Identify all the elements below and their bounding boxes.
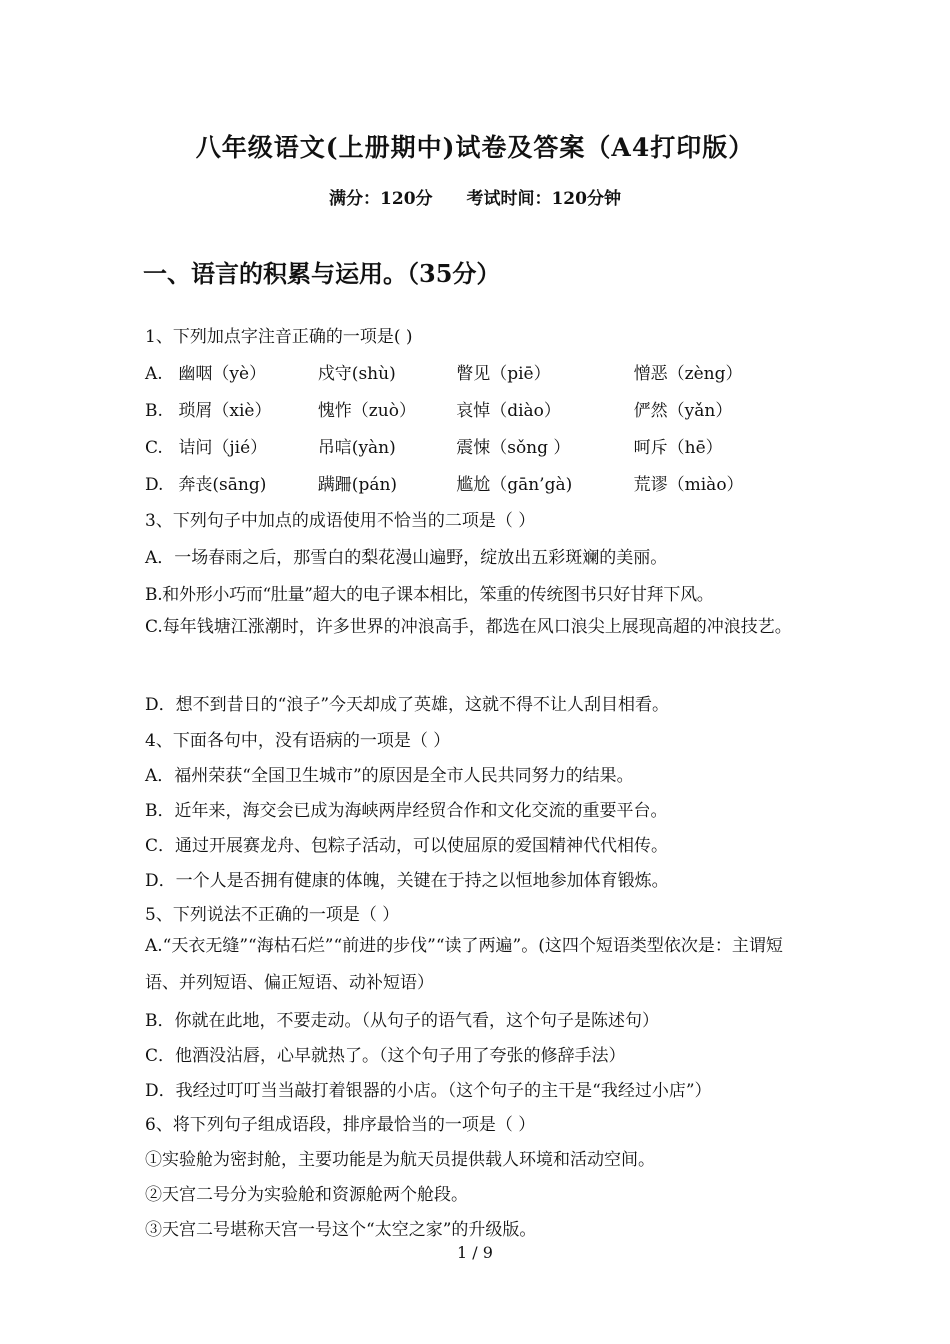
q5-stem: 5、下列说法不正确的一项是（ ） [145,905,400,925]
score-info: 满分：120分 [329,189,433,209]
q1-b-item-2: 愧怍（zuò） [317,401,416,421]
page-number: 1 / 9 [457,1243,493,1262]
q1-stem: 1、下列加点字注音正确的一项是( ) [145,327,413,347]
q1-option-b [145,396,732,421]
q1-d-item-3: 尴尬（gān’gà) [456,475,573,495]
q1-option-d [145,470,744,495]
q1-c-item-2: 吊唁(yàn) [317,438,396,458]
q1-a-item-1: 幽咽（yè） [178,364,267,384]
option-label: A. [145,364,163,384]
option-label: C. [145,438,163,458]
q1-a-item-4: 憎恶（zèng） [633,364,743,384]
q1-c-item-3: 震悚（sǒng ） [456,438,571,458]
q4-option-b: B．近年来，海交会已成为海峡两岸经贸合作和文化交流的重要平台。 [145,801,668,821]
q1-b-item-1: 琐屑（xiè） [178,401,272,421]
q5-option-a: A.“天衣无缝”“海枯石烂”“前进的步伐”“读了两遍”。(这四个短语类型依次是：主谓短语、并列短语、偏正短语、动补短语） [145,936,783,993]
q1-c-item-1: 诘问（jié） [178,438,268,458]
section-heading: 一、语言的积累与运用。（35分） [143,259,501,288]
q4-option-d: D．一个人是否拥有健康的体魄，关键在于持之以恒地参加体育锻炼。 [145,871,669,891]
q1-a-item-3: 瞥见（piē） [456,364,551,384]
q4-option-c: C．通过开展赛龙舟、包粽子活动，可以使屈原的爱国精神代代相传。 [145,836,669,856]
q6-sentence-2: ②天宫二号分为实验舱和资源舱两个舱段。 [145,1185,468,1205]
q1-option-c [145,433,723,458]
page-title: 八年级语文(上册期中)试卷及答案（A4打印版） [195,133,755,162]
q5-option-d: D．我经过叮叮当当敲打着银器的小店。（这个句子的主干是“我经过小店”） [145,1081,712,1101]
q3-option-d: D．想不到昔日的“浪子”今天却成了英雄，这就不得不让人刮目相看。 [145,695,670,715]
q3-stem: 3、下列句子中加点的成语使用不恰当的二项是（ ） [145,511,536,531]
option-label: B. [145,401,163,421]
q5-option-b: B．你就在此地，不要走动。（从句子的语气看，这个句子是陈述句） [145,1011,659,1031]
exam-info [0,184,950,209]
q1-b-item-4: 俨然（yǎn） [633,401,733,421]
q3-option-a: A．一场春雨之后，那雪白的梨花漫山遍野，绽放出五彩斑斓的美丽。 [145,548,668,568]
q6-sentence-1: ①实验舱为密封舱，主要功能是为航天员提供载人环境和活动空间。 [145,1150,655,1170]
q1-a-item-2: 戍守(shù) [317,364,396,384]
q1-d-item-1: 奔丧(sāng) [178,475,267,495]
time-info: 考试时间：120分钟 [466,189,621,209]
q6-sentence-3: ③天宫二号堪称天宫一号这个“太空之家”的升级版。 [145,1220,537,1240]
q3-option-c: C.每年钱塘江涨潮时，许多世界的冲浪高手，都选在风口浪尖上展现高超的冲浪技艺。 [145,617,792,637]
q5-option-c: C．他酒没沾唇，心早就热了。（这个句子用了夸张的修辞手法） [145,1046,626,1066]
q4-stem: 4、下面各句中，没有语病的一项是（ ） [145,731,451,751]
q6-stem: 6、将下列句子组成语段，排序最恰当的一项是（ ） [145,1115,536,1135]
q1-option-a [145,359,742,384]
q1-d-item-2: 蹒跚(pán) [317,475,398,495]
q4-option-a: A．福州荣获“全国卫生城市”的原因是全市人民共同努力的结果。 [145,766,634,786]
q1-b-item-3: 哀悼（diào） [456,401,561,421]
q3-option-b: B.和外形小巧而“肚量”超大的电子课本相比，笨重的传统图书只好甘拜下风。 [145,585,714,605]
q1-c-item-4: 呵斥（hē） [633,438,723,458]
q1-d-item-4: 荒谬（miào） [633,475,744,495]
option-label: D. [145,475,164,495]
